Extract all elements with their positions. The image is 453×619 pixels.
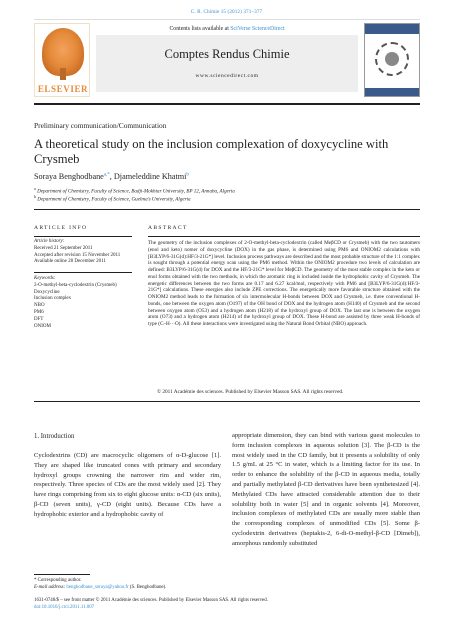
issn-line: 1631-0748/$ – see front matter © 2011 Académie des sciences. Published by Elsevier Masson SAS. All rights reserved. bbox=[34, 598, 268, 603]
keywords-list bbox=[34, 276, 132, 330]
masthead-panel bbox=[96, 35, 358, 92]
journal-title: Comptes Rendus Chimie bbox=[164, 47, 290, 61]
keyword-item: Inclusion complex bbox=[34, 296, 72, 302]
keyword-item: ONIOM bbox=[34, 323, 51, 329]
elsevier-logo[interactable] bbox=[34, 23, 90, 97]
author-affil-mark[interactable]: b bbox=[186, 172, 189, 178]
history-online: Available online 28 December 2011 bbox=[34, 259, 106, 265]
abstract-text: The geometry of the inclusion complexes of 2-O-methyl-beta-cyclodextrin (called MeβCD or Crysmeb) with the two tautomers (enol and keto) nomer of doxycycline (DOX) in the gas phase, is determined using PM6 and ONIOM2 calculations with [B3LYP/6-31G(d):HF/3-21G*] level. Inclusion process pathways are described and the most probable structure of the 1:1 complex is sought through a potential energy scan using the PM6 method. Within the ONIOM2 procedure two levels of calculation are defined: B3LYP/6-31G(d) for DOX and the HF/3-21G* level for MeβCD. The geometry of the most stable complex in the keto or enol forms obtained with the two methods, in which the aromatic ring is included inside the hydrophobic cavity of Crysmeb. The energetic differences between the two forms are 0.17 and 6.27 kcal/mol, respectively with PM6 and [B3LYP/6-31G(d):HF/3-21G*] calculations. These energies also include ZPE corrections. The energetically more favorable structure obtained with the ONIOM2 method leads to the formation of six intermolecular H-bonds between DOX and Crysmeb, i.e. three conventional H-bonds, one between the oxygen atom (O197) of the OH bond of DOX and the hydrogen atom (H140) of Crysmeb and the second between oxygen atom (O53) and a hydrogen atom (H218) of the hydroxyl group of DOX. The last one is between the oxygen atom (O73) and a hydrogen atom (H214) of the hydroxyl group of DOX. These H-bond are assisted by three weak H-bonds of type (C–H···O). All these interactions were investigated using the Natural Bond Orbital (NBO) approach. bbox=[148, 240, 420, 327]
affil-mark: a bbox=[34, 186, 36, 191]
article-history bbox=[34, 239, 132, 266]
email-link[interactable]: benghodbane_soraya@yahoo.fr bbox=[66, 585, 129, 590]
article-info-heading: ARTICLE INFO bbox=[34, 225, 88, 231]
email-suffix: (S. Benghodbane). bbox=[128, 585, 167, 590]
sciencedirect-link[interactable]: SciVerse ScienceDirect bbox=[230, 26, 285, 32]
keyword-item: 2-O-methyl-beta-cyclodextrin (Crysmeb) bbox=[34, 282, 117, 288]
affiliation-b bbox=[34, 194, 191, 203]
publisher-wordmark: ELSEVIER bbox=[37, 84, 89, 94]
molecule-core-icon bbox=[385, 52, 399, 66]
history-received: Received 21 September 2011 bbox=[34, 245, 93, 251]
contents-line bbox=[96, 26, 358, 32]
keyword-item: NBO bbox=[34, 303, 45, 309]
keyword-item: DFT bbox=[34, 316, 44, 322]
corresponding-author-note: * Corresponding author. bbox=[34, 578, 82, 583]
email-label: E-mail address: bbox=[34, 585, 67, 590]
author-name[interactable]: Soraya Benghodbane bbox=[34, 172, 104, 181]
affil-mark: b bbox=[34, 194, 36, 199]
author-list bbox=[34, 172, 189, 181]
tree-trunk bbox=[60, 68, 66, 80]
cover-top-band bbox=[365, 24, 419, 34]
journal-cover-image[interactable] bbox=[364, 23, 420, 97]
affiliation-text: Department of Chemistry, Faculty of Science, Badji-Mokhtar University, BP 12, Annaba, Algeria bbox=[37, 188, 235, 195]
intro-right-column: appropriate dimension, they can bind with various guest molecules to form inclusion complexes in aqueous solution [3]. The β-CD is the most widely used in the CD family, but it presents a solubility of only 1.5 g/mL at 25 °C in water, which is a limiting factor for its use. In order to enhance the solubility of the β-CD in aqueous media, totally and partially methylated β-CD derivatives have been synthetesized [4]. Methylated CDs have attracted considerable attention due to their solubility both in water [5] and in organic solvents [4]. Moreover, inclusion complexes of methylated CDs are usually more stable than the corresponding complexes of unmodified CDs [5]. Some β-cyclodextrin derivatives (heptakis-2, 6-di-O-methyl-β-CD [Dimeb]), amorphous randomly substituted bbox=[232, 432, 420, 547]
affiliation-text: Department of Chemistry, Faculty of Science, Guelma’s University, Algeria bbox=[37, 196, 191, 203]
keyword-item: PM6 bbox=[34, 309, 44, 315]
journal-url[interactable]: www.sciencedirect.com bbox=[195, 73, 259, 79]
article-title: A theoretical study on the inclusion complexation of doxycycline with Crysmeb bbox=[34, 137, 389, 166]
article-type: Preliminary communication/Communication bbox=[34, 121, 167, 130]
info-rule bbox=[34, 236, 132, 237]
history-label: Article history: bbox=[34, 239, 65, 244]
history-accepted: Accepted after revision 15 November 2011 bbox=[34, 252, 121, 258]
doi-link[interactable]: doi:10.1016/j.crci.2011.11.007 bbox=[34, 605, 95, 610]
keywords-label: Keywords: bbox=[34, 276, 56, 281]
intro-left-column: Cyclodextrins (CD) are macrocyclic oligomers of α-D-glucose [1]. They are shaped like truncated cones with primary and secondary hydroxyl groups crowning the narrower rim and wider rim, respectively. Three species of CDs are the most widely used [2]. They have rings comprising from six to eight glucose units: α-CD (six units), β-CD (seven units), γ-CD (eight units). Because CDs have a hydrophobic exterior and a hydrophobic cavity of bbox=[34, 452, 221, 518]
footnote-rule bbox=[34, 574, 90, 575]
masthead bbox=[96, 20, 358, 103]
abstract-heading: ABSTRACT bbox=[148, 225, 188, 231]
keywords-rule bbox=[34, 272, 132, 273]
email-note bbox=[34, 585, 166, 592]
copyright-line: © 2011 Académie des sciences. Published by Elsevier Masson SAS. All rights reserved. bbox=[157, 389, 344, 395]
abstract-rule bbox=[148, 236, 420, 237]
body-rule bbox=[34, 401, 420, 402]
section-heading-introduction: 1. Introduction bbox=[34, 433, 75, 440]
header-rule bbox=[34, 103, 420, 105]
keyword-item: Doxycycline bbox=[34, 289, 60, 295]
author-separator: , bbox=[109, 172, 114, 181]
journal-header bbox=[34, 19, 420, 102]
journal-reference[interactable]: C. R. Chimie 15 (2012) 371–377 bbox=[190, 9, 263, 15]
author-name[interactable]: Djameleddine Khatmi bbox=[113, 172, 187, 181]
affiliation-rule bbox=[34, 209, 420, 210]
contents-prefix: Contents lists available at bbox=[169, 26, 231, 32]
doi-line bbox=[34, 605, 94, 612]
author-affil-mark[interactable]: a,* bbox=[103, 172, 110, 178]
cover-bottom-band bbox=[365, 88, 419, 96]
